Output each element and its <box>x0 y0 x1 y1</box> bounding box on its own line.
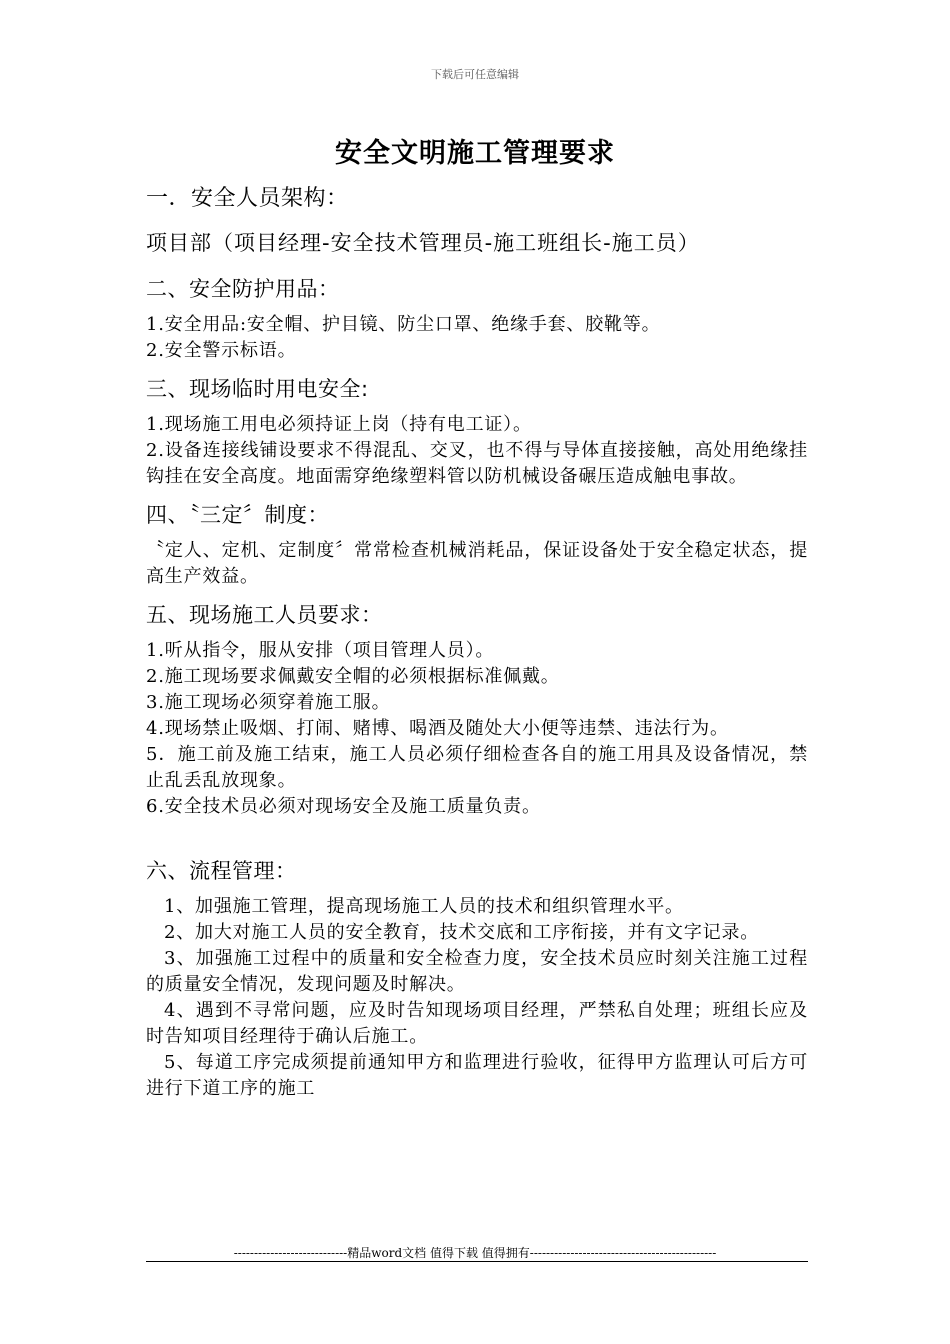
list-item: 4、遇到不寻常问题，应及时告知现场项目经理，严禁私自处理；班组长应及时告知项目经理待于确认后施工。 <box>146 1000 808 1047</box>
section-3-heading: 三、现场临时用电安全: <box>146 377 369 401</box>
list-item: 2.安全警示标语。 <box>146 340 297 361</box>
list-item: 5．施工前及施工结束，施工人员必须仔细检查各自的施工用具及设备情况，禁止乱丢乱放现象。 <box>146 744 808 791</box>
section-4-heading: 四、〝三定〞制度： <box>146 503 329 527</box>
list-item: 2、加大对施工人员的安全教育，技术交底和工序衔接，并有文字记录。 <box>164 922 760 943</box>
list-item: 1.现场施工用电必须持证上岗（持有电工证）。 <box>146 414 532 435</box>
list-item: 1、加强施工管理，提高现场施工人员的技术和组织管理水平。 <box>164 896 684 917</box>
section-2-list <box>146 312 808 364</box>
section-2-heading: 二、安全防护用品： <box>146 277 340 301</box>
list-item: 3、加强施工过程中的质量和安全检查力度，安全技术员应时刻关注施工过程的质量安全情况，发现问题及时解决。 <box>146 948 808 995</box>
list-item: 5、每道工序完成须提前通知甲方和监理进行验收，征得甲方监理认可后方可进行下道工序的施工 <box>146 1052 808 1099</box>
list-item: 1.安全用品:安全帽、护目镜、防尘口罩、绝缘手套、胶靴等。 <box>146 314 661 335</box>
section-1-heading: 一．安全人员架构： <box>146 186 349 211</box>
page-footer: ----------------------------精品word文档 值得下载 值得拥有---------------------------------------------- <box>233 1246 717 1260</box>
list-item: 4.现场禁止吸烟、打闹、赌博、喝酒及随处大小便等违禁、违法行为。 <box>146 718 729 739</box>
page-header: 下载后可任意编辑 <box>431 68 519 81</box>
section-6-list <box>146 894 808 1102</box>
section-5-heading: 五、现场施工人员要求： <box>146 603 383 627</box>
section-3-list <box>146 412 808 490</box>
list-item: 6.安全技术员必须对现场安全及施工质量负责。 <box>146 796 541 817</box>
footer-divider <box>146 1261 808 1262</box>
list-item: 3.施工现场必须穿着施工服。 <box>146 692 391 713</box>
list-item: 2.施工现场要求佩戴安全帽的必须根据标准佩戴。 <box>146 666 560 687</box>
section-4-list <box>146 538 808 590</box>
list-item: 2.设备连接线铺设要求不得混乱、交叉，也不得与导体直接接触，高处用绝缘挂钩挂在安全高度。地面需穿绝缘塑料管以防机械设备碾压造成触电事故。 <box>146 440 808 487</box>
spacer <box>146 830 808 856</box>
list-item: 〝定人、定机、定制度〞常常检查机械消耗品，保证设备处于安全稳定状态，提高生产效益。 <box>146 540 808 587</box>
section-1-body: 项目部（项目经理-安全技术管理员-施工班组长-施工员） <box>146 231 700 255</box>
document-title: 安全文明施工管理要求 <box>335 138 615 169</box>
list-item: 1.听从指令，服从安排（项目管理人员）。 <box>146 640 495 661</box>
section-5-list <box>146 638 808 820</box>
section-6-heading: 六、流程管理： <box>146 859 297 883</box>
document-body <box>146 184 808 1112</box>
